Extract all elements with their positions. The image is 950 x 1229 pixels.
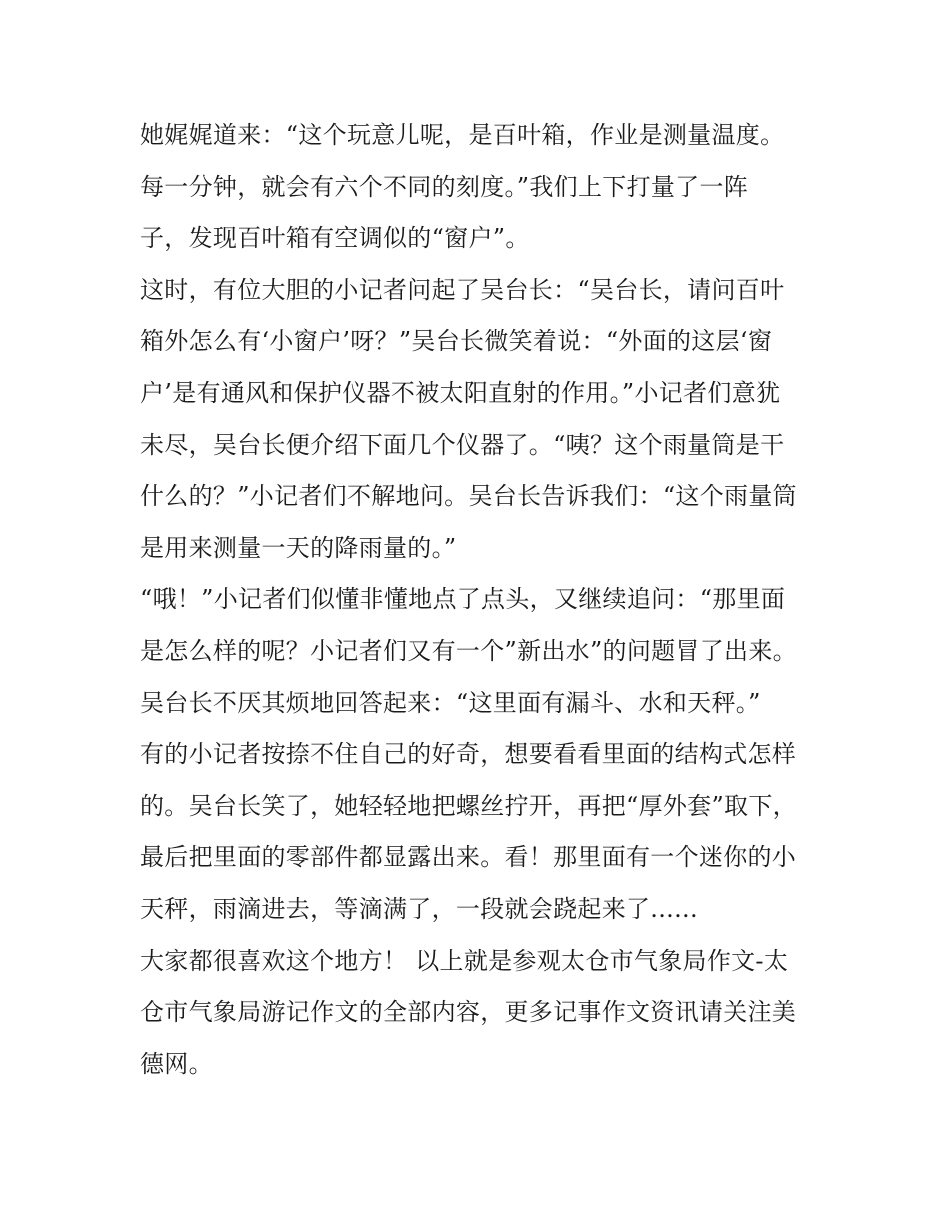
text-line: 这时，有位大胆的小记者问起了吴台长：“吴台长，请问百叶 [140, 275, 785, 304]
text-line: 她娓娓道来：“这个玩意儿呢，是百叶箱，作业是测量温度。 [140, 121, 785, 149]
text-line: 户’是有通风和保护仪器不被太阳直射的作用。”小记者们意犹 [140, 378, 781, 407]
text-line: 未尽，吴台长便介绍下面几个仪器了。“咦？这个雨量筒是干 [140, 430, 785, 459]
text-line: 仓市气象局游记作文的全部内容，更多记事作文资讯请关注美 [140, 998, 797, 1027]
text-line: 大家都很喜欢这个地方！ 以上就是参观太仓市气象局作文-太 [140, 946, 789, 975]
text-line: 德网。 [140, 1049, 213, 1078]
text-line: “哦！”小记者们似懂非懂地点了点头，又继续追问：“那里面 [140, 585, 786, 614]
text-line: 最后把里面的零部件都显露出来。看！那里面有一个迷你的小 [140, 843, 797, 872]
text-line: 什么的？”小记者们不解地问。吴台长告诉我们：“这个雨量筒 [140, 482, 797, 511]
text-line: 箱外怎么有‘小窗户’呀？”吴台长微笑着说：“外面的这层‘窗 [140, 327, 773, 356]
text-line: 是用来测量一天的降雨量的。” [140, 533, 457, 562]
text-line: 是怎么样的呢？小记者们又有一个”新出水”的问题冒了出来。 [140, 636, 797, 665]
article-body [140, 110, 840, 1090]
text-line: 子，发现百叶箱有空调似的“窗户”。 [140, 224, 530, 253]
text-line: 有的小记者按捺不住自己的好奇，想要看看里面的结构式怎样 [140, 740, 797, 769]
text-line: 每一分钟，就会有六个不同的刻度。”我们上下打量了一阵 [140, 172, 749, 201]
text-line: 吴台长不厌其烦地回答起来：“这里面有漏斗、水和天秤。” [140, 688, 761, 717]
text-line: 天秤，雨滴进去，等滴满了，一段就会跷起来了...... [140, 894, 698, 923]
text-line: 的。吴台长笑了，她轻轻地把螺丝拧开，再把“厚外套”取下， [140, 791, 797, 820]
